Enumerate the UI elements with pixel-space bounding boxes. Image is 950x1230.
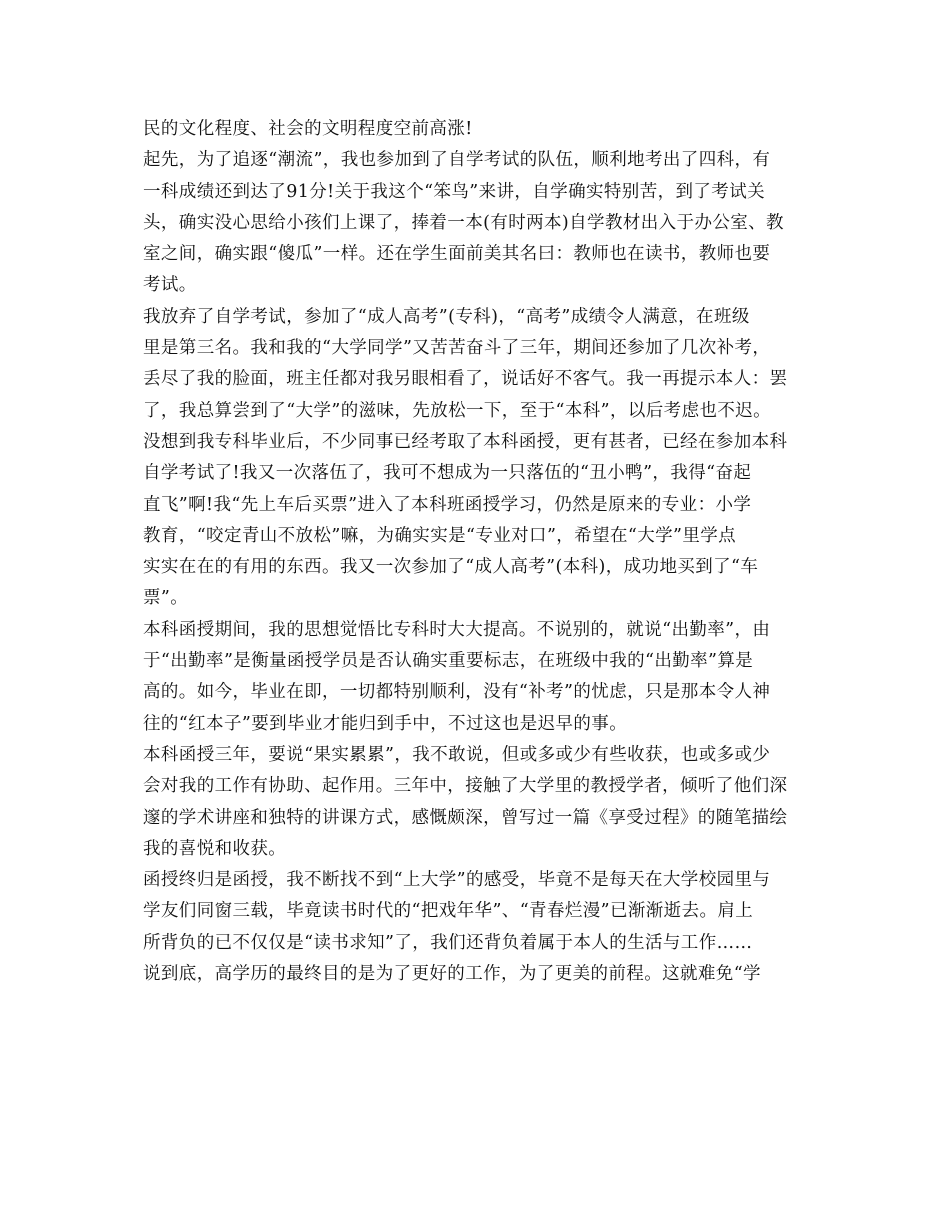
text-line: 我放弃了自学考试，参加了“成人高考”(专科)，“高考”成绩令人满意，在班级 — [143, 306, 750, 327]
body-text — [143, 114, 823, 990]
text-line: 了，我总算尝到了“大学”的滋味，先放松一下，至于“本科”，以后考虑也不迟。 — [143, 400, 772, 421]
text-line: 学友们同窗三载，毕竟读书时代的“把戏年华”、“青春烂漫”已渐渐逝去。肩上 — [143, 901, 754, 922]
text-line: 本科函授三年，要说“果实累累”，我不敢说，但或多或少有些收获，也或多或少 — [143, 744, 771, 765]
text-line: 室之间，确实跟“傻瓜”一样。还在学生面前美其名曰：教师也在读书，教师也要 — [143, 244, 771, 265]
text-line: 本科函授期间，我的思想觉悟比专科时大大提高。不说别的，就说“出勤率”，由 — [143, 619, 771, 640]
text-line: 自学考试了!我又一次落伍了，我可不想成为一只落伍的“丑小鸭”，我得“奋起 — [143, 463, 752, 484]
text-line: 票”。 — [143, 588, 189, 609]
text-line: 邃的学术讲座和独特的讲课方式，感慨颇深，曾写过一篇《享受过程》的随笔描绘 — [143, 807, 788, 828]
text-line: 我的喜悦和收获。 — [143, 838, 287, 859]
text-line: 丢尽了我的脸面，班主任都对我另眼相看了，说话好不客气。我一再提示本人：罢 — [143, 369, 788, 390]
text-line: 高的。如今，毕业在即，一切都特别顺利，没有“补考”的忧虑，只是那本令人神 — [143, 682, 771, 703]
text-line: 往的“红本子”要到毕业才能归到手中，不过这也是迟早的事。 — [143, 713, 628, 734]
text-line: 于“出勤率”是衡量函授学员是否认确实重要标志，在班级中我的“出勤率”算是 — [143, 651, 754, 672]
text-line: 一科成绩还到达了91分!关于我这个“笨鸟”来讲，自学确实特别苦，到了考试关 — [143, 181, 765, 202]
text-line: 没想到我专科毕业后，不少同事已经考取了本科函授，更有甚者，已经在参加本科 — [143, 431, 788, 452]
text-line: 直飞”啊!我“先上车后买票”进入了本科班函授学习，仍然是原来的专业：小学 — [143, 494, 752, 515]
text-line: 会对我的工作有协助、起作用。三年中，接触了大学里的教授学者，倾听了他们深 — [143, 776, 788, 797]
text-line: 说到底，高学历的最终目的是为了更好的工作，为了更美的前程。这就难免“学 — [143, 964, 761, 985]
text-line: 所背负的已不仅仅是“读书求知”了，我们还背负着属于本人的生活与工作…… — [143, 932, 753, 953]
text-line: 实实在在的有用的东西。我又一次参加了“成人高考”(本科)，成功地买到了“车 — [143, 557, 759, 578]
text-line: 民的文化程度、社会的文明程度空前高涨! — [143, 119, 473, 139]
text-line: 头，确实没心思给小孩们上课了，捧着一本(有时两本)自学教材出入于办公室、教 — [143, 212, 784, 233]
text-line: 里是第三名。我和我的“大学同学”又苦苦奋斗了三年，期间还参加了几次补考， — [143, 338, 771, 359]
text-line: 考试。 — [143, 275, 197, 296]
text-line: 教育，“咬定青山不放松”嘛，为确实实是“专业对口”，希望在“大学”里学点 — [143, 525, 737, 546]
text-line: 函授终归是函授，我不断找不到“上大学”的感受，毕竟不是每天在大学校园里与 — [143, 870, 771, 891]
text-line: 起先，为了追逐“潮流”，我也参加到了自学考试的队伍，顺利地考出了四科，有 — [143, 150, 771, 171]
